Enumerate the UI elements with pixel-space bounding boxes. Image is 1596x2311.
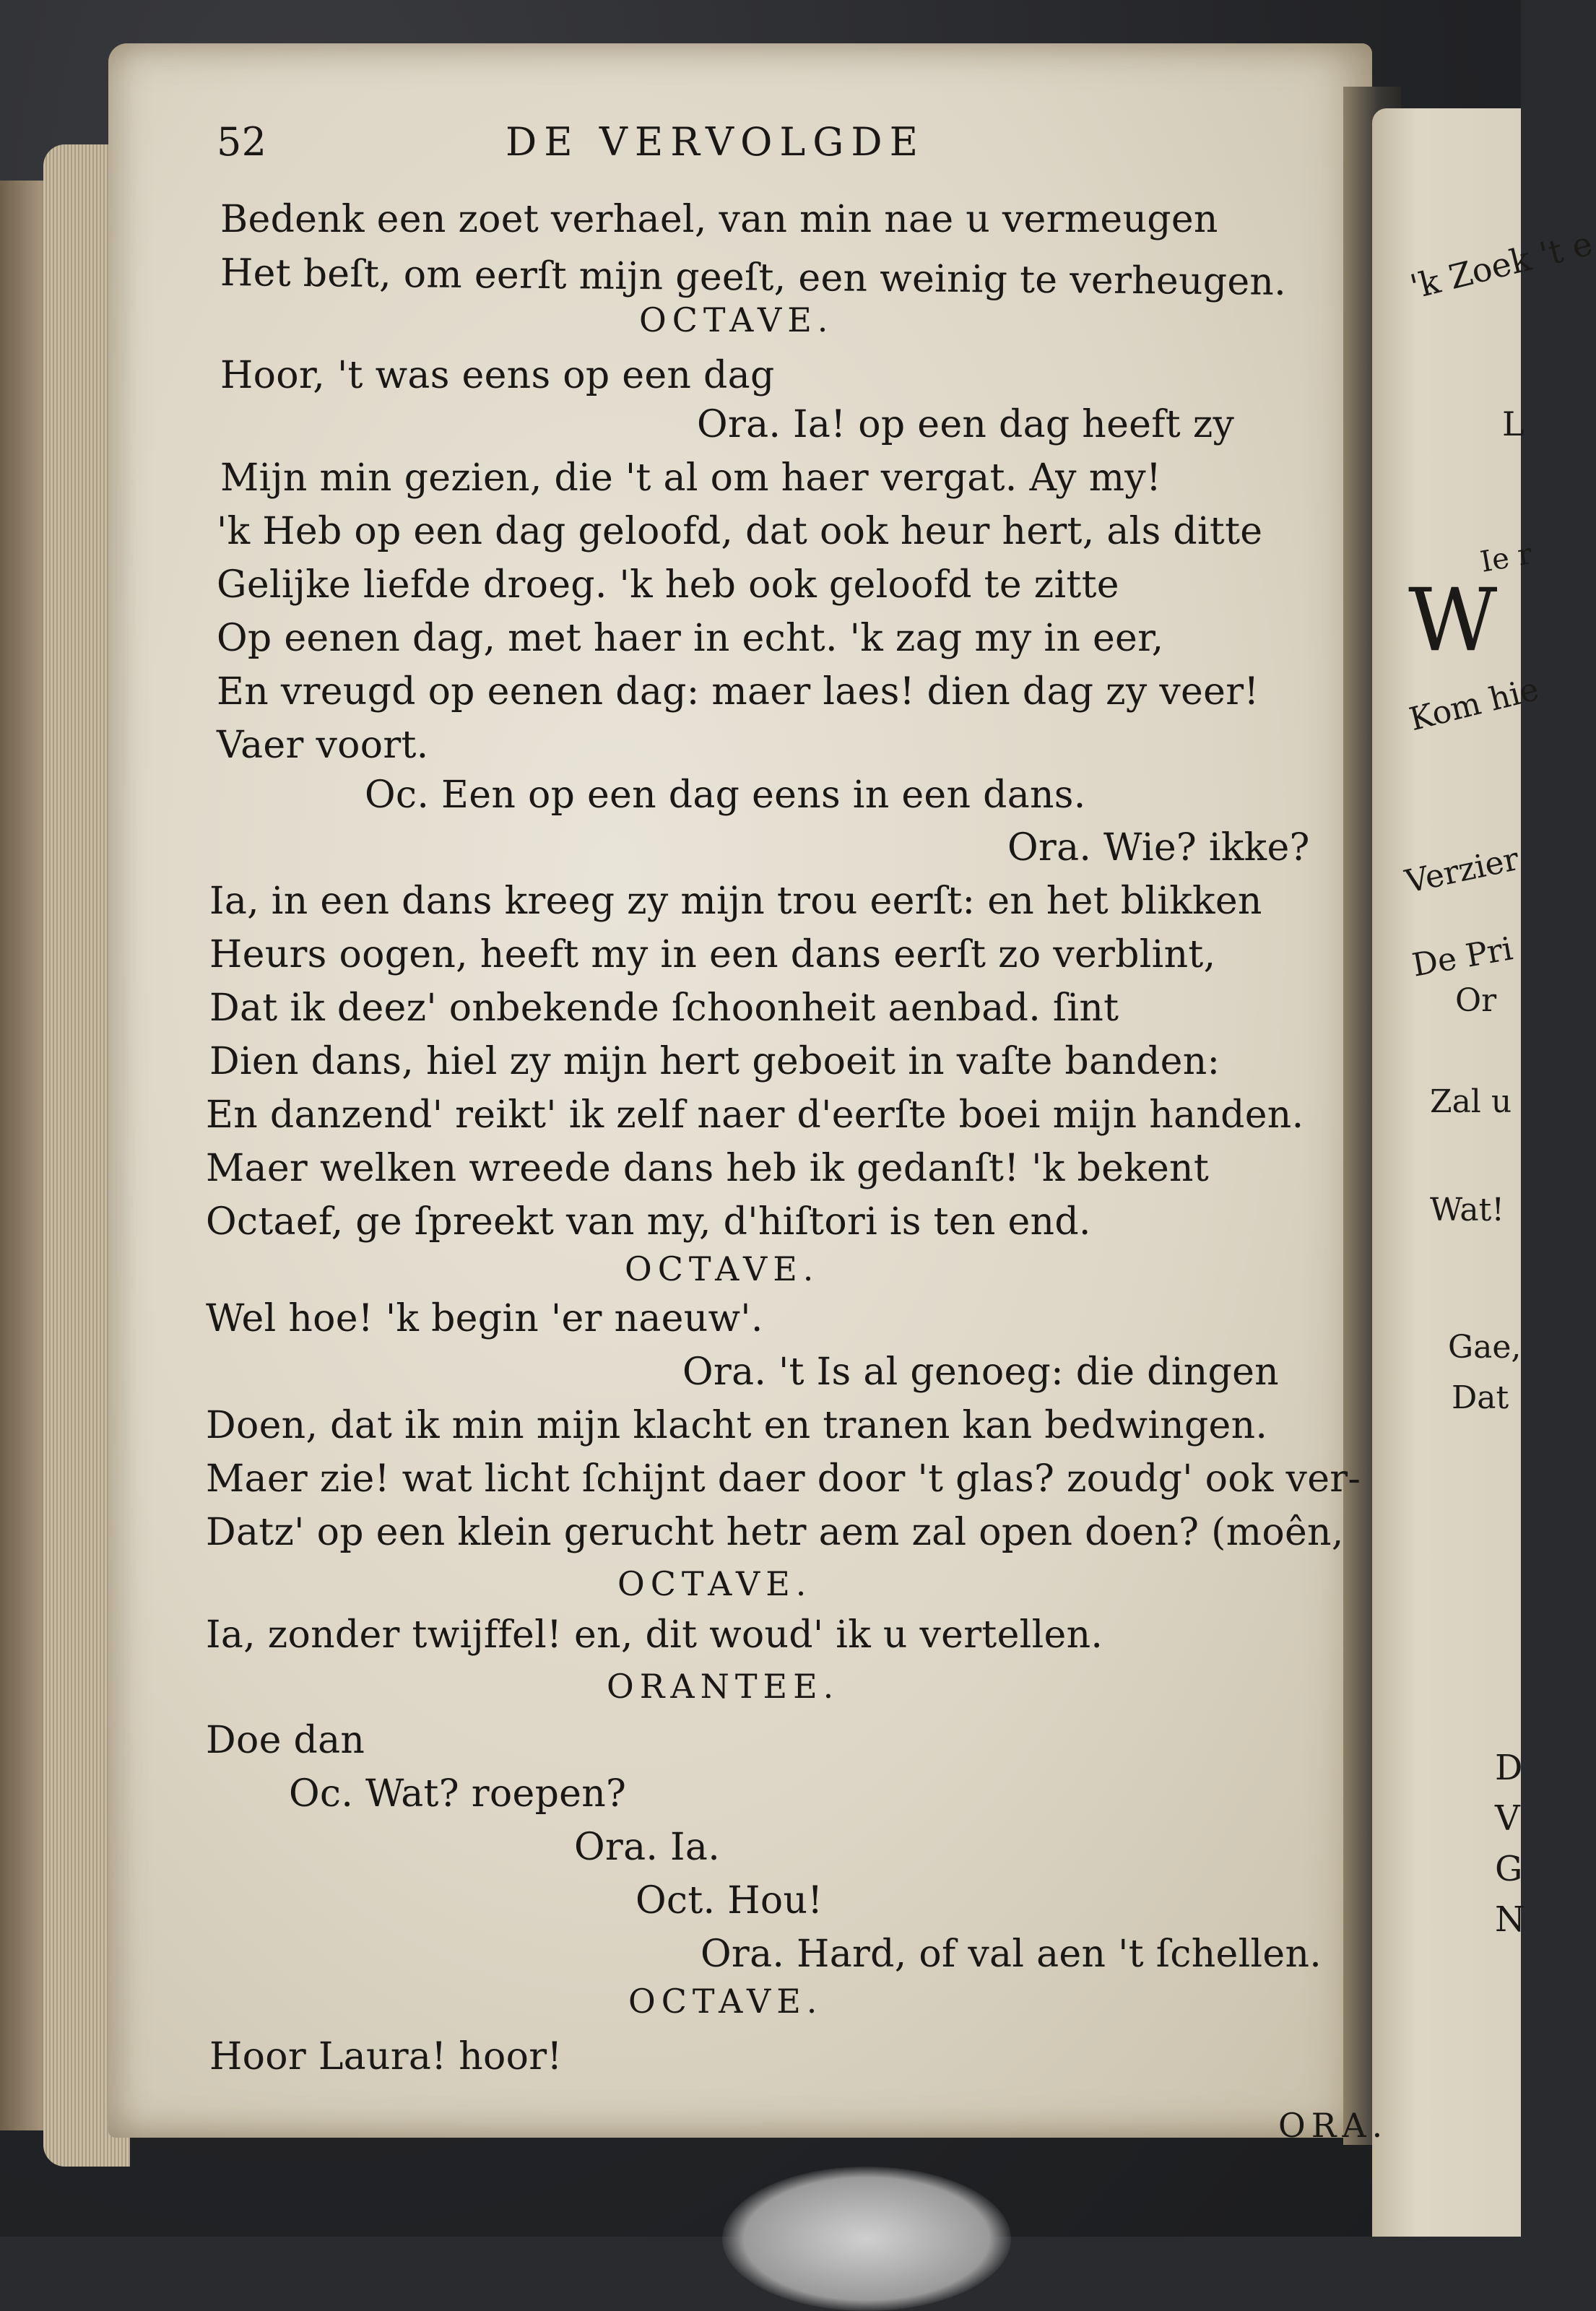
verse-line: Mijn min gezien, die 't al om haer vergat. Ay my! bbox=[220, 456, 1162, 500]
verse-line: Op eenen dag, met haer in echt. 'k zag my in eer, bbox=[217, 617, 1164, 660]
verse-line: Oc. Wat? roepen? bbox=[289, 1772, 627, 1816]
verse-line: En vreugd op eenen dag: maer laes! dien dag zy veer! bbox=[217, 670, 1259, 714]
speaker-name: OCTAVE. bbox=[639, 300, 834, 339]
verse-line: Datz' op een klein gerucht hetr aem zal open doen? (moên, bbox=[206, 1511, 1344, 1554]
verse-line: Oct. Hou! bbox=[636, 1879, 823, 1922]
facing-fragment-14: V bbox=[1495, 1798, 1520, 1839]
verse-line: En danzend' reikt' ik zelf naer d'eerſte boei mijn handen. bbox=[206, 1093, 1304, 1137]
facing-fragment-13: D bbox=[1495, 1748, 1523, 1788]
verse-line: Octaef, ge ſpreekt van my, d'hiſtori is ten end. bbox=[206, 1200, 1091, 1244]
verse-line: Hoor Laura! hoor! bbox=[209, 2035, 563, 2078]
verse-line: Ora. Ia! op een dag heeft zy bbox=[697, 403, 1235, 446]
running-head: DE VERVOLGDE bbox=[506, 119, 926, 165]
speaker-name: ORANTEE. bbox=[607, 1667, 840, 1706]
verse-line: Ora. Wie? ikke? bbox=[1007, 826, 1310, 870]
verse-line: Ora. 't Is al genoeg: die dingen bbox=[682, 1350, 1279, 1394]
verse-line: Wel hoe! 'k begin 'er naeuw'. bbox=[206, 1297, 763, 1340]
facing-fragment-6: Verzier bbox=[1402, 841, 1522, 901]
facing-fragment-12: Dat bbox=[1452, 1379, 1509, 1416]
speaker-name: OCTAVE. bbox=[617, 1564, 812, 1603]
speaker-name: OCTAVE. bbox=[625, 1249, 820, 1288]
facing-fragment-3: W bbox=[1408, 571, 1498, 671]
page-number: 52 bbox=[217, 119, 267, 165]
verse-line: Oc. Een op een dag eens in een dans. bbox=[365, 773, 1086, 817]
facing-fragment-11: Gae, bbox=[1448, 1329, 1522, 1366]
verse-line: Ora. Hard, of val aen 't ſchellen. bbox=[701, 1933, 1322, 1976]
verse-line: 'k Heb op een dag geloofd, dat ook heur hert, als ditte bbox=[217, 510, 1263, 553]
bottom-overlay bbox=[722, 2167, 1011, 2311]
facing-fragment-8: Or bbox=[1455, 982, 1497, 1019]
verse-line: Doen, dat ik min mijn klacht en tranen kan bedwingen. bbox=[206, 1404, 1268, 1447]
verse-line: Gelijke liefde droeg. 'k heb ook geloofd te zitte bbox=[217, 563, 1119, 607]
verse-line: Maer welken wreede dans heb ik gedanſt! 'k bekent bbox=[206, 1147, 1210, 1190]
verse-line: Dien dans, hiel zy mijn hert geboeit in vaſte banden: bbox=[209, 1040, 1220, 1083]
verse-line: Hoor, 't was eens op een dag bbox=[220, 354, 775, 397]
verse-line: Maer zie! wat licht ſchijnt daer door 't glas? zoudg' ook ver- bbox=[206, 1457, 1361, 1501]
verse-line: Bedenk een zoet verhael, van min nae u vermeugen bbox=[220, 198, 1218, 241]
verse-line: Ia, in een dans kreeg zy mijn trou eerſt: en het blikken bbox=[209, 880, 1262, 923]
speaker-name: OCTAVE. bbox=[628, 1982, 823, 2021]
facing-fragment-16: N bbox=[1495, 1899, 1525, 1940]
facing-fragment-4: Ie r bbox=[1478, 537, 1535, 579]
facing-page-fragment bbox=[1372, 108, 1596, 2237]
facing-fragment-10: Wat! bbox=[1430, 1192, 1504, 1228]
verse-line: Ora. Ia. bbox=[574, 1826, 721, 1869]
verse-line: Ia, zonder twijffel! en, dit woud' ik u vertellen. bbox=[206, 1613, 1103, 1657]
verse-line: Heurs oogen, heeft my in een dans eerſt zo verblint, bbox=[209, 933, 1216, 976]
facing-fragment-1: 'k Zoek 't e bbox=[1406, 223, 1596, 307]
facing-fragment-7: De Pri bbox=[1409, 930, 1516, 984]
catchword: ORA. bbox=[1278, 2106, 1389, 2145]
facing-fragment-9: Zal u bbox=[1430, 1083, 1512, 1120]
verse-line: Vaer voort. bbox=[217, 724, 429, 767]
verse-line: Het beſt, om eerſt mijn geeſt, een weinig te verheugen. bbox=[220, 251, 1287, 304]
facing-fragment-15: G bbox=[1495, 1849, 1523, 1889]
verse-line: Dat ik deez' onbekende ſchoonheit aenbad. ſint bbox=[209, 987, 1119, 1030]
facing-fragment-2: L bbox=[1502, 404, 1525, 443]
verse-line: Doe dan bbox=[206, 1719, 365, 1762]
facing-fragment-5: Kom hie bbox=[1405, 670, 1543, 739]
